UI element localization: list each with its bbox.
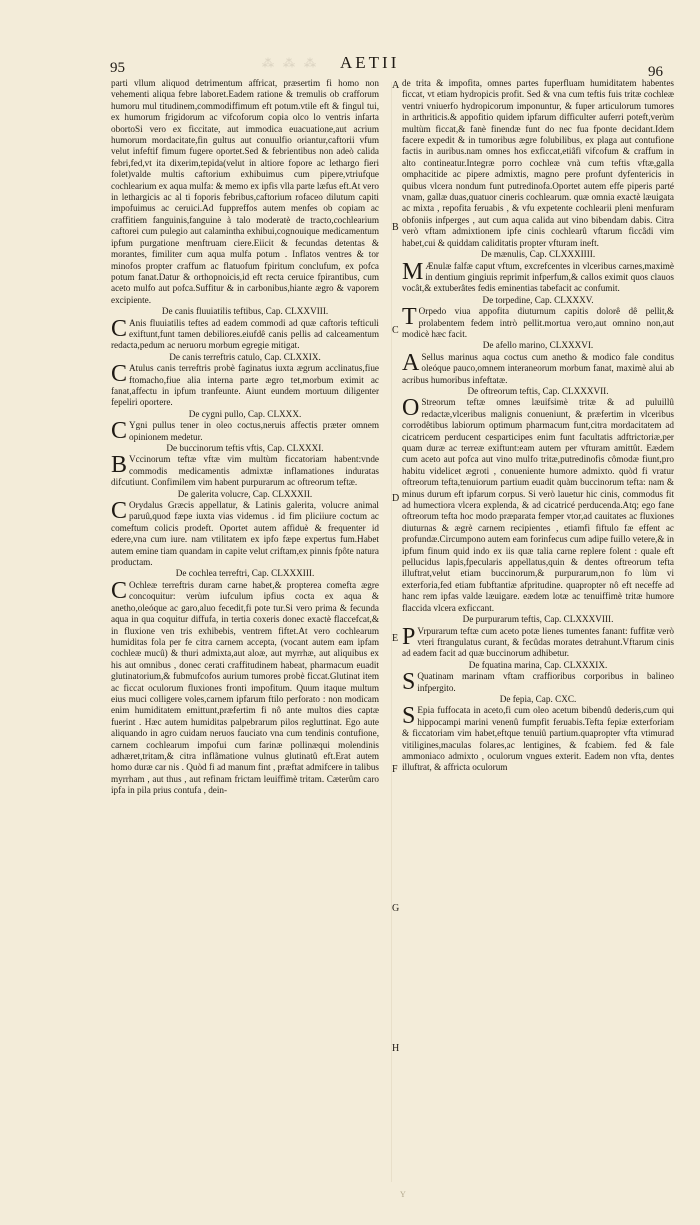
entry-text: Anis fluuiatilis teftes ad eadem commodi ad quæ caftoris tefticuli exiftunt,funt tamen debiliores.eiufdê canis pellis ad calceamentum redacta,pedum ac neruoru morbum egregie mitigat. (111, 317, 379, 351)
entry-text: Orydalus Græcis appellatur, & Latinis galerita, volucre animal paruû,quod fæpe iuxta vias videmus . id fim pliciiure coctum ac comeftum colicis prodeft. Oportet autem affiduè & frequenter id edere,vna cum iure. nam vtilitatem ex ipfo fæpe expertus fum.Habet autem emine tiam quandam in capite velut criftam,ex pinnis fpôte natura productam. (111, 500, 379, 568)
column-gutter (391, 82, 392, 1182)
drop-initial: S (402, 669, 416, 696)
drop-initial: T (402, 304, 417, 331)
chapter-entry (402, 349, 674, 386)
chapter-heading: De buccinorum teftis vftis, Cap. CLXXXI. (166, 443, 324, 453)
chapter-heading: De fepia, Cap. CXC. (499, 693, 577, 704)
margin-letter-a: A (392, 80, 400, 91)
chapter-entry (111, 500, 379, 568)
entry-text: Ygni pullus tener in oleo coctus,neruis affectis præter omnem opinionem medetur. (129, 420, 379, 442)
chapter-entry (111, 454, 379, 488)
left-column (111, 78, 379, 797)
drop-initial: C (111, 315, 128, 342)
entry-text: Ænulæ falfæ caput vftum, excrefcentes in vlceribus carnes,maximè in dentium gingiuis reprimit infperfum,& callos eximit quos clauos vocât,& extuberâtes fedis eminentias tabefacit ac confumit. (402, 260, 674, 294)
chapter-heading: De oftreorum teftis, Cap. CLXXXVII. (467, 385, 609, 396)
entry-text: Quatinam marinam vftam craffioribus corporibus in balineo infpergito. (417, 671, 674, 693)
chapter-heading: De torpedine, Cap. CLXXXV. (482, 294, 594, 305)
entry-text: Vrpurarum teftæ cum aceto potæ lienes tumentes fanant: fuffitæ verò vteri ftrangulatus curant, & fecûdas morates detrahunt.Vftarum cinis ad eadem facit ad quæ buccinorum adhibetur. (402, 625, 674, 659)
chapter-heading: De cygni pullo, Cap. CLXXX. (188, 408, 302, 419)
chapter-entry (111, 315, 379, 352)
drop-initial: B (111, 452, 128, 479)
chapter-entry (111, 420, 379, 443)
margin-letter-f: F (392, 764, 398, 775)
body-paragraph: parti vllum aliquod detrimentum affricat, præsertim fi homo non vehementi aliqua febre laboret.Eadem ratione & tremulis ob crafforum humoru mul titudinem,commodiffimum eft potum.vtile eft & fingul tui, ex humorum frigidorum ac vifcoforum copia olco lo ventris infarta obortoSi vero ex ficcitate, aut immodica euacuatione,aut acrium humorum mordacitate,fin gultus aut conuulfio oriantur,caftorii vfum velut infeftif fimum fugere oportet.Sed & febrientibus non adeò calida febri,fed,vt ita dixerim,tepida(velut in altiore fopore ac lethargo fieri folet)valde multis caftorium exhibuimus cum pipere,vtriufque cochlearium ex aqua mulfa: & memo ex ipfis vlla parte læfus eft.At vero in lethargicis ac al ti foporis febribus,caftorium rofaceo dilutum capiti impofuimus ac ceruici.Ad fuppreffos autem menfes ob copiam ac craffitiem fanguinis,fanguine à talo moderatè de tracto,cochlearium caftorei cum pulegio aut calamintha exhibui,cognouique medicamentum ipfum purgatione menftruam ciere.Eiicit & fecundas detentas & morantes, fimiliter cum aqua mulfa potum . Inflatos ventres & tor minofos propter craffum ac flatuofum fpiritum conclufum, ex pofca potum fanat.Datur & orthopnoicis,id eft recta ceruice fpirantibus, cum aceto mulfo aut pofca.Suffitur & in carbonibus,hiante ægro & vaporem excipiente. (111, 78, 379, 305)
signature-mark: Y (400, 1190, 406, 1199)
drop-initial: A (402, 349, 420, 376)
chapter-entry (402, 306, 674, 340)
chapter-entry (402, 705, 674, 773)
margin-letter-d: D (392, 493, 400, 504)
entry-text: Orpedo viua appofita diuturnum capitis dolorê dê pellit,& prolabentem fedem intrò pellit.mortua vero,aut omnino non,aut modicè hæc facit. (402, 306, 674, 339)
chapter-heading: De fquatina marina, Cap. CLXXXIX. (468, 659, 608, 670)
drop-initial: M (402, 258, 424, 285)
running-title: AETII (340, 53, 400, 72)
chapter-heading: De purpurarum teftis, Cap. CLXXXVIII. (462, 614, 614, 625)
margin-letter-c: C (392, 325, 399, 336)
watermark-ornament: ⁂ ⁂ ⁂ (262, 56, 319, 70)
chapter-entry (402, 258, 674, 295)
chapter-heading: De mænulis, Cap. CLXXXIIII. (480, 249, 596, 260)
chapter-entry (111, 577, 379, 797)
entry-text: Sellus marinus aqua coctus cum anetho & modico fale conditus oleóque pauco,omnem interaneorum morbum fanat, maximè alui ab acribus humoribus infeftatæ. (402, 351, 674, 385)
margin-letter-h: H (392, 1043, 400, 1054)
drop-initial: S (402, 703, 416, 730)
entry-text: Epia fuffocata in aceto,fi cum oleo acetum bibendû dederis,cum qui hippocampi marini venenû fumpfit feruabis.Tefta fepiæ exterforiam & ficcatoriam vim habet,eftque tenuiû partium.quapropter vfta vtimurad vitiligines,maculas folares,ac lentigines, & fcabiem. fed & fale ammoniaco admixto , oculorum vngues exterit. Eadem non vfta, dentes illuftrat, & affricta oculorum (402, 705, 674, 773)
chapter-entry (402, 623, 674, 660)
margin-letter-b: B (392, 222, 399, 233)
drop-initial: C (111, 361, 128, 388)
chapter-heading: De galerita volucre, Cap. CLXXXII. (177, 488, 313, 499)
margin-letter-e: E (392, 633, 399, 644)
page-number-left: 95 (110, 60, 125, 76)
chapter-entry (402, 397, 674, 614)
chapter-heading: De canis terreftris catulo, Cap. CLXXIX. (169, 351, 321, 362)
entry-text: Vccinorum teftæ vftæ vim multùm ficcatoriam habent:vnde commodis medicamentis admixtæ inflamationes induratas difcutiunt. Confimilem vim habent purpurarum ac oftreorum teftæ. (111, 454, 379, 488)
drop-initial: C (111, 418, 128, 445)
chapter-entry (111, 363, 379, 409)
body-paragraph: de trita & impofita, omnes partes fuperfluam humiditatem habentes ficcat, vt etiam hydropicis profit. Sed & vna cum teftis fuis tritæ cochleæ ventri vniuerfo hydropicorum imponuntur, & fuper articulorum tumores in arthriticis.& appofitio quidem ipfarum difficulter auferri poteft,verùm multùm ficcat,& fanè finendæ funt do nec fua fponte decidant.Idem facere expedit & in tumoribus ægre folubilibus, ex plaga aut contufione factis in auribus.nam omnes hos exficcat,etiâfi vifcofum & craffum in alto contineatur.Integræ porro cochleæ vnà cum teftis vftæ,galla omphacitide ac pipere admixtis, magno pere profunt dyfentericis in quibus vlcera nondum funt putredinofa.Oportet autem effe piperis parté vnam, gallæ duas,quatuor cineris cochlearum. quæ omnia exactè læuigata ac mixta , repofita feruabis , & vfu expetente cochlearii pleni menfuram obfoniis infperges , aut cum aqua calida aut vino bibendam dabis. Citra verò vftam admixtionem ipfe cinis cochlearû vftarum ficcâdi vim habet,cui & quiddam caliditatis propter vfturam ineft. (402, 78, 674, 248)
right-column (402, 78, 674, 774)
margin-letter-g: G (392, 903, 400, 914)
chapter-heading: De canis fluuiatilis teftibus, Cap. CLXXVIII. (161, 306, 329, 317)
entry-text: Streorum teftæ omnes læuifsimè tritæ & ad puluillû redactæ,vlceribus malignis conueniunt, & præfertim in vlceribus corrodêtibus labiorum optimum pharmacum funt,citra mordacitatem ad cicatricem perducent cesparticipes enim funt facultatis adftrictoriæ,per quam duræ ac terreæ exiftunt:eam autem per vfturam amittût. Eædem cum aceto aut pofca aut vino mulfo tritæ,putredinofis cômodæ fiunt,pro habitu videlicet ægroti , conueniente humore admixto. quòd fi vratur oftreorum tefta,tenuiorum partium euadit quàm buccinorum tefta: nam & minus durum eft ipfarum corpus. Si verò lauetur hic cinis, commodus fit ad humectiora vlcera explenda, & ad cicatricé perducenda.Atq; ego fane oftreorum tefta hoc modo præparata femper vtor,ad cauitates ac fluxiones diuturnas & ægrè carnem recipientes , etiamfi fiftulo fæ effent ac profundæ.Circumpono autem eam forinfecus cum adipe fuillo vetere,& in ipfum finum quid indo ex iis quæ talia carne replere folent : quale eft pellucidus lapis,fpecularis appellatus,quin & dentes oftreorum tefta illuftrat,velut etiam buccinorum,& purpurarum,non fo lùm vi exterforia,fed etiam fubftantiæ afpritudine. quapropter nô eft neceffe ad hanc rem ipfas valde læuigare. eædem lotæ ac tenuiffimè tritæ humore flaccida vlcera exficcant. (402, 397, 674, 613)
chapter-heading: De cochlea terreftri, Cap. CLXXXIII. (175, 568, 315, 579)
chapter-heading: De afello marino, CLXXXVI. (482, 340, 594, 351)
drop-initial: C (111, 577, 128, 604)
entry-text: Atulus canis terreftris probè faginatus iuxta ægrum acclinatus,fiue ftomacho,fiue alia interna parte ægro tet,morbum eximit ac fanat,affectu in ipfum tranfeunte. Aiunt eundem mortuum diligenter fepeliri oportere. (111, 363, 379, 408)
entry-text: Ochleæ terreftris duram carne habet,& propterea comefta ægre concoquitur: verùm iufculum ipfius cocta ex aqua & anetho,oleóque ac garo,aluo fecedit,fi pote tur.Si vero prima & fecunda aqua in qua coquitur diffufa, in tertia coxeris donec exactè flaccefcat,& in fluxione ven tris exhibebis, ventrem fiftet.At vero cochlearum humiditas fola per fe citra carnem accepta, (vocant autem eam ipfam cochleæ mucû) & thuri admixta,aut aloæ, aut myrrhæ, aut aliquibus ex his aut omnibus , donec cerati craffitudinem habeat, pharmacum euadit glutinatorium,& fubmufcofos aurium tumores probè ficcat.Glutinat item ac ficcat oculorum fluxiones fronti impofitum. Quum itaque multum eius muci colligere voles,carnem ipfarum ftilo perforato : non modicam enim humiditatem emittunt,præfertim fi nô ante multos dies captæ fuerint . Hæc autem humiditas palpebrarum pilos regluttinat. Ego aute aliquando in agro cuidam neruos fauciato vna cum tendinis contufione, carnem cochlearum impofui cum farinæ pollinæqui molendinis adhæret,tritam,& citra inflãmatione vulnus glutinatû eft.Erat autem homo duræ car nis . Quòd fi ad manum fint , præftat admifcere in talibus myrrham , aut thus , aut refinam frictam leuiffimè tritam. Cæterûm caro ipfa in pila prius contufa , dein- (111, 579, 379, 796)
page-number-right: 96 (648, 64, 663, 80)
drop-initial: O (402, 395, 420, 422)
chapter-entry (402, 671, 674, 694)
drop-initial: C (111, 498, 128, 525)
drop-initial: P (402, 623, 416, 650)
